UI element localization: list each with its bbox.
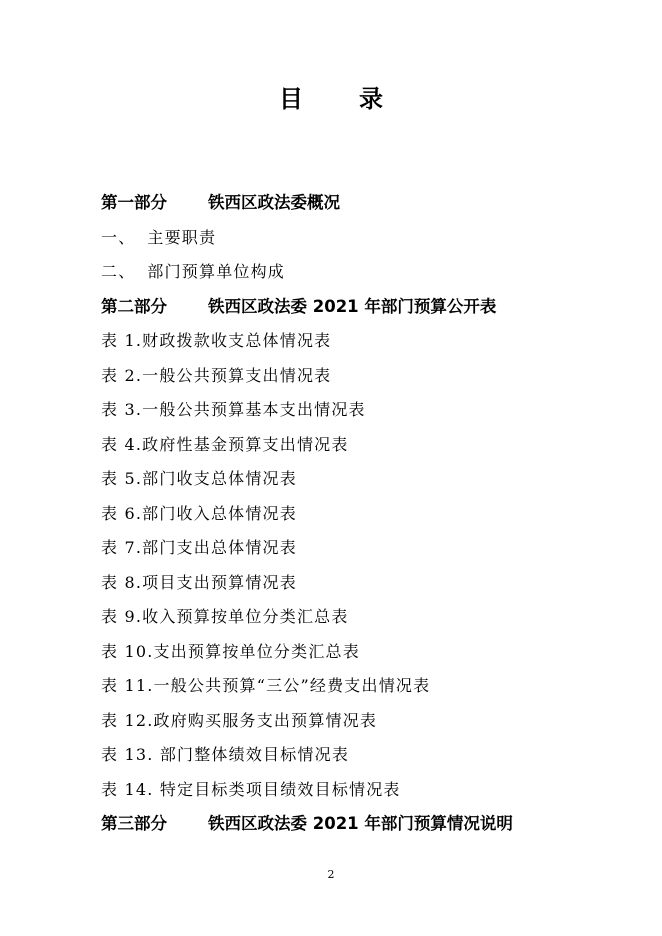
toc-section-2-name: 铁西区政法委 2021 年部门预算公开表 [208,296,497,316]
page-title [0,82,662,116]
title-char-1: 目 [279,85,303,113]
toc-table-entry: 表 4.政府性基金预算支出情况表 [101,434,349,454]
toc-table-entry: 表 14. 特定目标类项目绩效目标情况表 [101,779,401,799]
toc-section-3-name: 铁西区政法委 2021 年部门预算情况说明 [208,814,513,833]
toc-item [101,221,621,256]
toc-item-number: 二、 [101,262,136,281]
toc-section-3 [101,807,621,842]
toc-table-entry: 表 1.财政拨款收支总体情况表 [101,331,332,350]
toc-section-3-part: 第三部分 [101,814,167,833]
toc-section-2 [101,290,621,325]
page-number: 2 [327,868,335,881]
toc-section-1-part: 第一部分 [101,193,167,212]
toc-table-entry: 表 13. 部门整体绩效目标情况表 [101,745,350,764]
toc-table-entry: 表 3.一般公共预算基本支出情况表 [101,400,366,419]
toc-table-entry: 表 5.部门收支总体情况表 [101,469,297,488]
toc-section-1 [101,186,621,221]
toc-item-text: 主要职责 [147,227,217,247]
toc-item-number: 一、 [101,227,136,247]
toc-item-text: 部门预算单位构成 [147,262,286,281]
toc-table-entry: 表 8.项目支出预算情况表 [101,572,297,592]
toc-section-1-name: 铁西区政法委概况 [208,193,340,212]
toc-table-entry: 表 10.支出预算按单位分类汇总表 [101,641,360,661]
toc-table-entry: 表 2.一般公共预算支出情况表 [101,365,332,385]
toc-item [101,255,621,290]
table-of-contents [101,186,621,842]
title-char-2: 录 [359,85,383,113]
toc-table-entry: 表 7.部门支出总体情况表 [101,538,297,557]
toc-table-entry: 表 11.一般公共预算“三公”经费支出情况表 [101,676,431,695]
toc-table-entry: 表 9.收入预算按单位分类汇总表 [101,607,349,626]
toc-table-entry: 表 6.部门收入总体情况表 [101,503,297,523]
toc-section-2-part: 第二部分 [101,296,167,316]
toc-table-entry: 表 12.政府购买服务支出预算情况表 [101,710,378,730]
